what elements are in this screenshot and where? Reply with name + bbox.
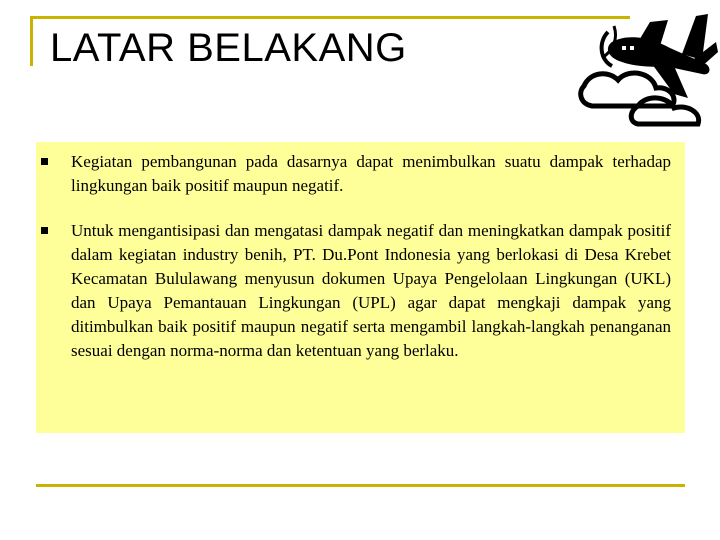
bullet-text: Untuk mengantisipasi dan mengatasi dampak negatif dan meningkatkan dampak positif dalam kegiatan industry benih, PT. Du.Pont Indonesia yang berlokasi di Desa Krebet Kecamatan Bululawang menyusun dokumen Upaya Pengelolaan Lingkungan (UKL) dan Upaya Pemantauan Lingkungan (UPL) agar dapat mengkaji dampak yang ditimbulkan baik positif maupun negatif serta mengambil langkah-langkah penanganan sesuai dengan norma-norma dan ketentuan yang berlaku. [71, 221, 671, 360]
bullet-item [54, 219, 671, 363]
bottom-divider-line [36, 484, 685, 487]
square-bullet-icon [41, 227, 48, 234]
square-bullet-icon [41, 158, 48, 165]
bullet-item [54, 150, 671, 198]
bullet-list [54, 150, 671, 363]
slide-title: LATAR BELAKANG [50, 26, 407, 70]
airplane-over-clouds-icon [578, 2, 718, 130]
bullet-text: Kegiatan pembangunan pada dasarnya dapat menimbulkan suatu dampak terhadap lingkungan baik positif maupun negatif. [71, 152, 671, 195]
content-box [36, 142, 685, 433]
